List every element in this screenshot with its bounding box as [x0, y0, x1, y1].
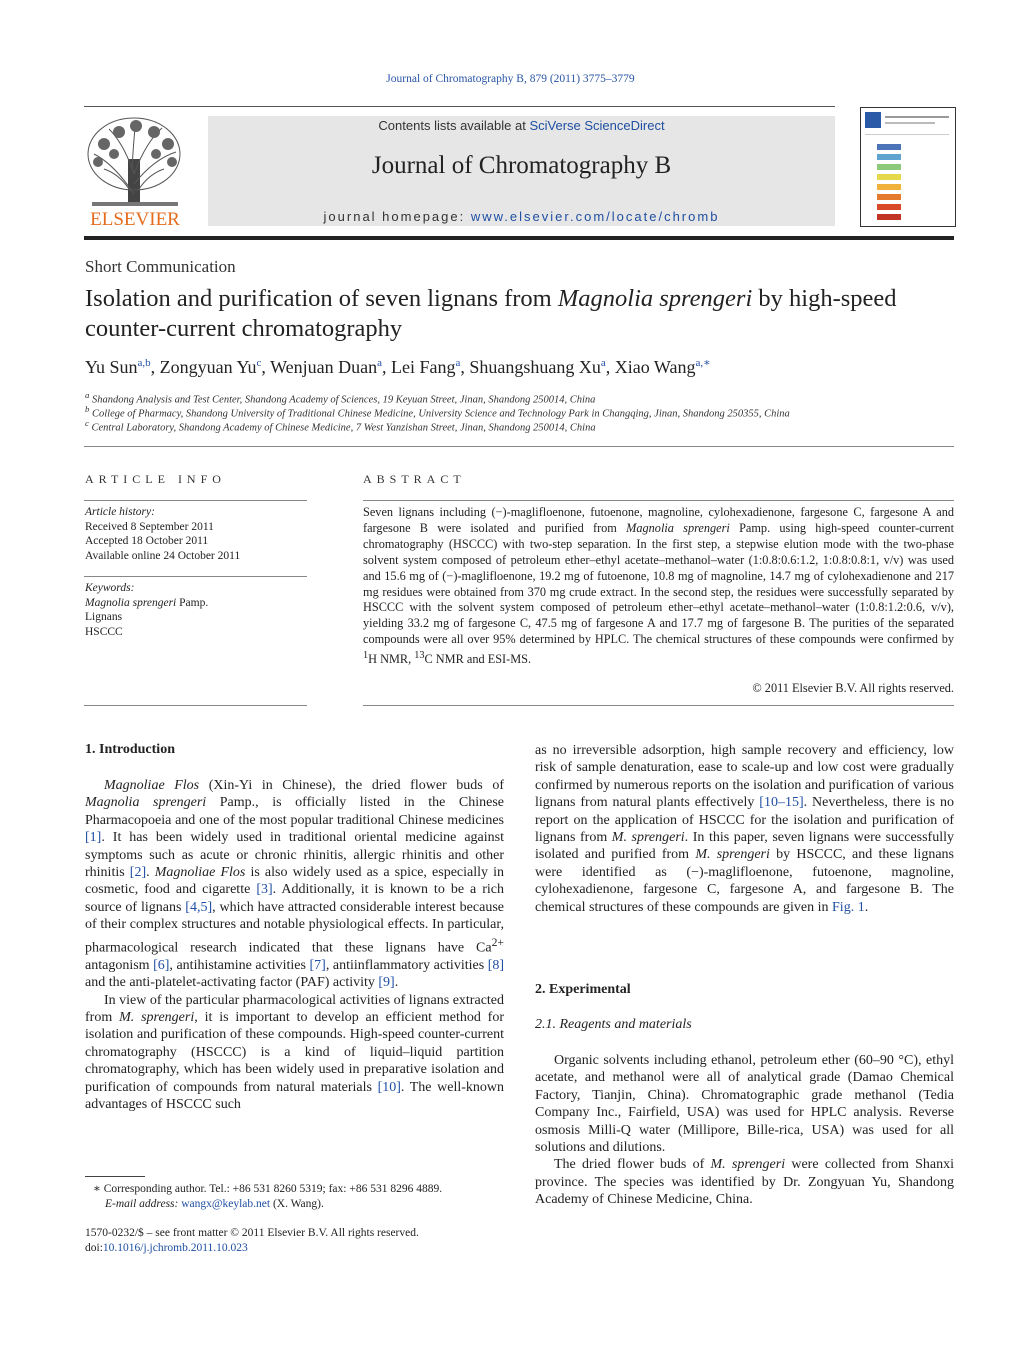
journal-title: Journal of Chromatography B — [371, 152, 672, 179]
author-list: Yu Sun$^{a,b}$, Zongyuan Yu$^c$, Wenjuan Duan$^a$, Lei Fang$^a$, Shuangshuang Xu$^a$, Xiao Wang$^{a,∗}$ — [85, 357, 711, 377]
copyright: © 2011 Elsevier B.V. All rights reserved. — [752, 681, 954, 695]
header-top-rule — [84, 106, 835, 107]
abstract-heading: ABSTRACT — [363, 472, 466, 486]
intro-body-left: Magnoliae Flos (Xin-Yi in Chinese), the dried flower buds of Magnolia sprengeri Pamp., is officially listed in the Chinese Pharmacopoeia and one of the most popular traditional Chinese medicines [1]. It has been widely used in traditional oriental medicine against symptoms such as acute or chronic rhinitis, allergic rhinitis and other rhinitis [2]. Magnoliae Flos is also widely used as a spice, especially in cosmetic, food and cigarette [3]. Additionally, it is known to be a rich source of lignans [4,5], which have attracted considerable interest because of their complex structures and notable physiological effects. In particular, pharmacological research indicated that these lignans have $Ca^{2+}$ antagonism [6], antihistamine activities [7], antiinflammatory activities [8] and the anti-platelet-activating factor (PAF) activity [9]. In view of the particular pharmacological activities of lignans extracted from M. sprengeri, it is important to develop an efficient method for isolation and purification of these compounds. High-speed counter-current chromatography (HSCCC) is a kind of liquid–liquid partition chromatography, which has been widely used in preparative isolation and purification of compounds from natural materials [10]. The well-known advantages of HSCCC such — [85, 778, 505, 1112]
author-name[interactable]: Zongyuan Yu — [159, 357, 257, 377]
reference-link[interactable]: [10] — [377, 1079, 401, 1095]
footnote-rule — [85, 1176, 145, 1177]
reference-link[interactable]: [2] — [129, 865, 147, 881]
author-affil-mark[interactable]: a — [377, 357, 382, 369]
sciencedirect-link[interactable]: SciVerse ScienceDirect — [529, 118, 665, 133]
corresponding-footnote: ∗ Corresponding author. Tel.: +86 531 8260 5319; fax: +86 531 8296 4889. E-mail address: wangx@keylab.net (X. Wang). — [93, 1183, 443, 1210]
article-info-heading: ARTICLE INFO — [85, 472, 226, 486]
reference-link[interactable]: [4,5] — [185, 899, 213, 915]
reference-link[interactable]: [7] — [309, 957, 326, 973]
reference-link[interactable]: [3] — [256, 882, 273, 898]
publisher-name: ELSEVIER — [90, 209, 180, 230]
doi-link[interactable]: 10.1016/j.jchromb.2011.10.023 — [102, 1242, 248, 1254]
divider — [84, 446, 954, 447]
front-matter-note: 1570-0232/$ – see front matter © 2011 Elsevier B.V. All rights reserved. doi:10.1016/j.jchromb.2011.10.023 — [85, 1227, 419, 1254]
divider — [363, 500, 954, 501]
figure-link[interactable]: Fig. 1 — [832, 899, 865, 915]
homepage-line — [208, 209, 835, 224]
abstract-text: Seven lignans including (−)-maglifloenone, futoenone, magnoline, cylohexadienone, fargesone C, fargesone A and fargesone B were isolated and purified from Magnolia sprengeri Pamp. using high-speed counter-current chromatography (HSCCC) with two-step separation. In the first step, a stepwise elution mode with the two-phase solvent system composed of petroleum ether–ethyl acetate–methanol–water (1:0.8:0.6:1.2, 1:0.8:0.8:1, v/v) was used and 15.6 mg of (−)-maglifloenone, 19.2 mg of futoenone, 10.8 mg of magnoline, 14.7 mg of cylohexadienone and 217 mg residues were obtained from 370 mg crude extract. In the second step, the residues were successfully separated by HSCCC with the solvent system composed of petroleum ether–ethyl acetate–methanol–water (1:0.8:1.2:0.6, v/v), yielding 33.2 mg of fargesone C, 47.5 mg of fargesone A and 17.7 mg of fargesone B. The purities of the separated compounds were all over 95% determined by HPLC. The chemical structures of these compounds were confirmed by $^1$H NMR, $^{13}$C NMR and ESI-MS. — [363, 505, 954, 667]
reference-link[interactable]: [8] — [487, 957, 505, 973]
reference-link[interactable]: [10–15] — [759, 795, 804, 811]
author-name[interactable]: Shuangshuang Xu — [469, 357, 601, 377]
article-history: Article history: Received 8 September 2011 Accepted 18 October 2011 Available online 24 October 2011 — [85, 506, 241, 562]
experimental-heading: 2. Experimental — [535, 982, 631, 997]
journal-citation[interactable]: Journal of Chromatography B, 879 (2011) 3775–3779 — [386, 73, 635, 85]
author-name[interactable]: Wenjuan Duan — [270, 357, 378, 377]
journal-cover-thumbnail — [860, 107, 956, 227]
author-name[interactable]: Yu Sun — [85, 357, 138, 377]
subsection-heading: 2.1. Reagents and materials — [535, 1017, 692, 1032]
contents-line — [208, 118, 835, 133]
intro-body-right: as no irreversible adsorption, high sample recovery and efficiency, low risk of sample denaturation, ease to scale-up and low cost were gradually confirmed by numerous reports on the isolation and purification of various lignans from natural plants effectively [10–15]. Nevertheless, there is no report on the application of HSCCC for the isolation and purification of lignans from M. sprengeri. In this paper, seven lignans were successfully isolated and purified from M. sprengeri by HSCCC, and these lignans were identified as (−)-maglifloenone, futoenone, magnoline, cylohexadienone, fargesone C, fargesone A, and fargesone B. The chemical structures of these compounds are given in Fig. 1. — [535, 743, 955, 915]
section-type: Short Communication — [85, 257, 236, 276]
affiliation: $^c$ Central Laboratory, Shandong Academy of Chinese Medicine, 7 West Yanzishan Street, Jinan, Shandong 250014, China — [85, 418, 596, 434]
reference-link[interactable]: [9] — [378, 975, 395, 991]
intro-heading: 1. Introduction — [85, 742, 175, 757]
elsevier-logo — [84, 114, 186, 230]
divider — [84, 705, 307, 706]
divider — [84, 576, 307, 577]
contents-prefix: Contents lists available at — [378, 118, 530, 133]
divider — [363, 705, 954, 706]
affiliation: $^b$ College of Pharmacy, Shandong University of Traditional Chinese Medicine, University Science and Technology Park in Changqing, Jinan, Shandong 250355, China — [85, 404, 790, 420]
reference-link[interactable]: [1] — [85, 830, 102, 846]
divider — [84, 500, 307, 501]
keywords: Keywords: Magnolia sprengeri Pamp. Lignans HSCCC — [85, 582, 209, 638]
author-affil-mark[interactable]: c — [256, 357, 262, 369]
affiliation: $^a$ Shandong Analysis and Test Center, Shandong Academy of Sciences, 19 Keyuan Street, Jinan, Shandong 250014, China — [85, 390, 596, 406]
homepage-prefix: journal homepage: — [323, 209, 471, 224]
author-affil-mark[interactable]: a — [455, 357, 461, 369]
article-title: Isolation and purification of seven lignans from Magnolia sprengeri by high-speed counter-current chromatography — [85, 285, 897, 342]
header-thick-rule — [84, 236, 954, 240]
author-affil-mark[interactable]: a,b — [137, 357, 151, 369]
author-affil-mark[interactable]: a,∗ — [695, 357, 711, 369]
author-name[interactable]: Xiao Wang — [614, 357, 696, 377]
experimental-body: Organic solvents including ethanol, petroleum ether (60–90 °C), ethyl acetate, and methanol were all of analytical grade (Damao Chemical Factory, Tianjin, China). Chromatographic grade methanol (Tedia Company Inc., Fairfield, USA) was used for HPLC analysis. Reverse osmosis Milli-Q water (Millipore, Bille-rica, USA) was used for all solutions and dilutions. The dried flower buds of M. sprengeri were collected from Shanxi province. The species was identified by Dr. Zongyuan Yu, Shandong Academy of Chinese Medicine, China. — [535, 1053, 954, 1208]
email-link[interactable]: wangx@keylab.net — [181, 1198, 271, 1210]
reference-link[interactable]: [6] — [153, 957, 170, 973]
author-name[interactable]: Lei Fang — [390, 357, 456, 377]
author-affil-mark[interactable]: a — [600, 357, 606, 369]
homepage-link[interactable]: www.elsevier.com/locate/chromb — [470, 209, 720, 224]
